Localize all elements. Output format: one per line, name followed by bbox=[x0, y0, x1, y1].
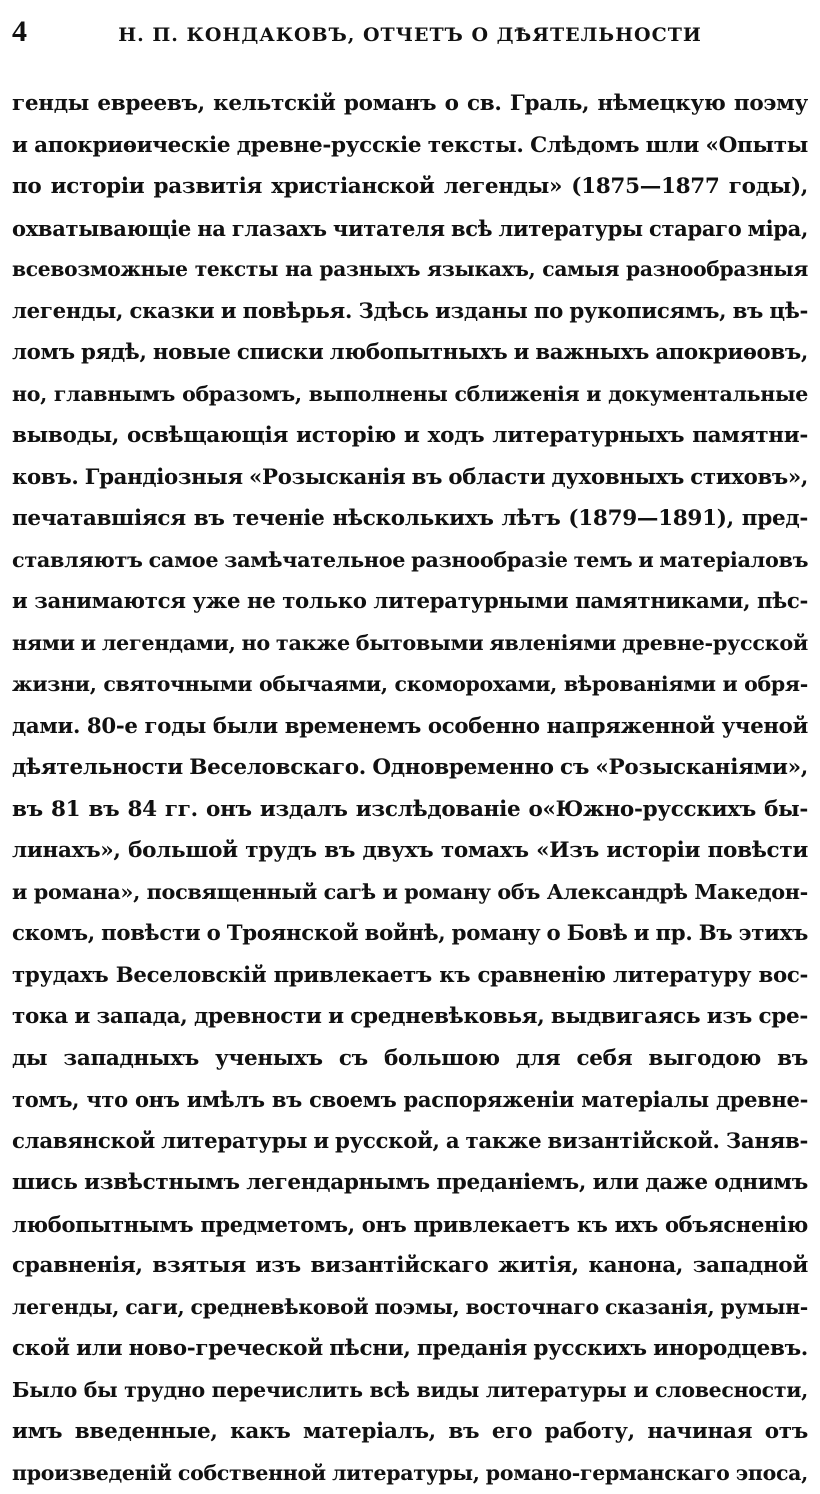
text-line: всевозможные тексты на разныхъ языкахъ, самыя разнообразныя bbox=[12, 249, 808, 291]
text-line: произведеній собственной литературы, романо-германскаго эпоса, bbox=[12, 1453, 808, 1494]
text-line: но, главнымъ образомъ, выполнены сближенія и документальные bbox=[12, 374, 808, 416]
text-line: легенды, саги, средневѣковой поэмы, восточнаго сказанія, румын- bbox=[12, 1287, 808, 1329]
text-line: дами. 80-е годы были временемъ особенно напряженной ученой bbox=[12, 706, 808, 748]
text-line: по исторіи развитія христіанской легенды» (1875—1877 годы), bbox=[12, 166, 808, 208]
text-line: ды западныхъ ученыхъ съ большою для себя выгодою въ bbox=[12, 1038, 808, 1080]
text-line: генды евреевъ, кельтскій романъ о св. Граль, нѣмецкую поэму bbox=[12, 83, 808, 125]
text-line: ставляютъ самое замѣчательное разнообразіе темъ и матеріаловъ bbox=[12, 540, 808, 582]
text-line: ковъ. Грандіозныя «Розысканія въ области духовныхъ стиховъ», bbox=[12, 457, 808, 499]
text-line: ломъ рядѣ, новые списки любопытныхъ и важныхъ апокриѳовъ, bbox=[12, 332, 808, 374]
text-line: печатавшіяся въ теченіе нѣсколькихъ лѣтъ (1879—1891), пред- bbox=[12, 498, 808, 540]
text-line: и занимаются уже не только литературными памятниками, пѣс- bbox=[12, 581, 808, 623]
text-line: жизни, святочными обычаями, скоморохами, вѣрованіями и обря- bbox=[12, 664, 808, 706]
text-line: нями и легендами, но также бытовыми явленіями древне-русской bbox=[12, 623, 808, 665]
text-line: скомъ, повѣсти о Троянской войнѣ, роману о Бовѣ и пр. Въ этихъ bbox=[12, 913, 808, 955]
text-line: и романа», посвященный сагѣ и роману объ Александрѣ Македон- bbox=[12, 872, 808, 914]
text-line: въ 81 въ 84 гг. онъ издалъ изслѣдованіе о«Южно-русскихъ бы- bbox=[12, 789, 808, 831]
text-line: линахъ», большой трудъ въ двухъ томахъ «Изъ исторіи повѣсти bbox=[12, 830, 808, 872]
running-head bbox=[12, 14, 808, 54]
text-line: сравненія, взятыя изъ византійскаго житія, канона, западной bbox=[12, 1245, 808, 1287]
running-title: Н. П. КОНДАКОВЪ, ОТЧЕТЪ О ДѢЯТЕЛЬНОСТИ bbox=[52, 17, 808, 53]
text-line: легенды, сказки и повѣрья. Здѣсь изданы по рукописямъ, въ цѣ- bbox=[12, 291, 808, 333]
text-line: славянской литературы и русской, а также византійской. Заняв- bbox=[12, 1121, 808, 1163]
text-line: охватывающіе на глазахъ читателя всѣ литературы стараго міра, bbox=[12, 208, 808, 250]
text-line: выводы, освѣщающія исторію и ходъ литературныхъ памятни- bbox=[12, 415, 808, 457]
text-line: ской или ново-греческой пѣсни, преданія русскихъ инородцевъ. bbox=[12, 1328, 808, 1370]
text-line: тока и запада, древности и средневѣковья, выдвигаясь изъ сре- bbox=[12, 996, 808, 1038]
text-line: имъ введенные, какъ матеріалъ, въ его работу, начиная отъ bbox=[12, 1411, 808, 1453]
page-number: 4 bbox=[12, 14, 52, 50]
text-line: любопытнымъ предметомъ, онъ привлекаетъ къ ихъ объясненію bbox=[12, 1204, 808, 1246]
text-line: Было бы трудно перечислить всѣ виды литературы и словесности, bbox=[12, 1370, 808, 1412]
text-line: шись извѣстнымъ легендарнымъ преданіемъ, или даже однимъ bbox=[12, 1162, 808, 1204]
text-line: трудахъ Веселовскій привлекаетъ къ сравненію литературу вос- bbox=[12, 955, 808, 997]
text-line: и апокриѳическіе древне-русскіе тексты. Слѣдомъ шли «Опыты bbox=[12, 125, 808, 167]
body-text bbox=[12, 83, 808, 1494]
text-line: дѣятельности Веселовскаго. Одновременно съ «Розысканіями», bbox=[12, 747, 808, 789]
text-line: томъ, что онъ имѣлъ въ своемъ распоряженіи матеріалы древне- bbox=[12, 1079, 808, 1121]
